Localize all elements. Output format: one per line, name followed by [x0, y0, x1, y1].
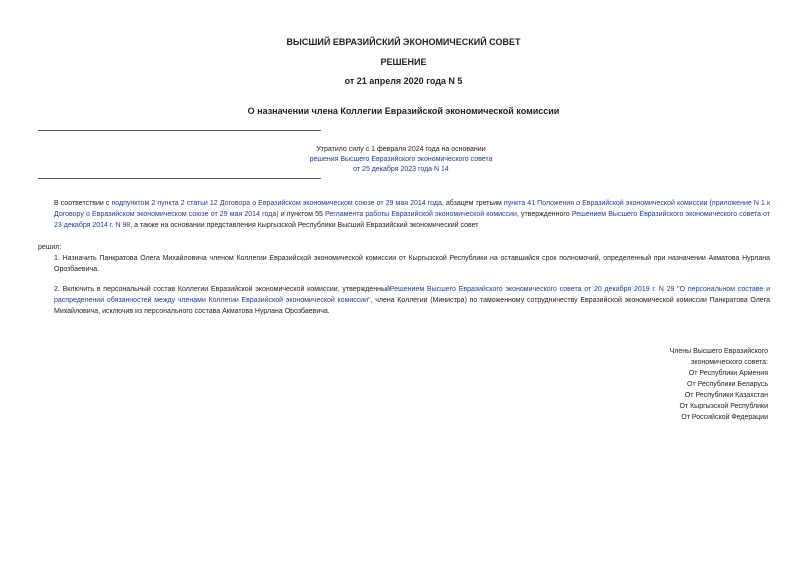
doc-type-heading: РЕШЕНИЕ — [380, 57, 427, 67]
status-note — [38, 145, 764, 175]
signature-block — [568, 346, 768, 423]
date-number-heading: от 21 апреля 2020 года N 5 — [344, 76, 463, 86]
subject-heading: О назначении члена Коллегии Евразийской экономической комиссии — [247, 106, 560, 116]
signature-title: Члены Высшего Евразийского — [669, 348, 768, 355]
signature-title: экономического совета: — [690, 359, 768, 366]
item-1-paragraph: 1. Назначить Панкратова Олега Михайловича членом Коллегии Евразийской экономической комиссии от Кыргызской Республики на оставшийся срок полномочий, определенный при назначении Акматова Нурлана Орозбаевича. — [54, 255, 770, 273]
item-2-paragraph — [38, 284, 770, 317]
commission-regulation-link[interactable]: пункта 41 Положения о Евразийской экономической комиссии (приложение N 1 к Договору о Евразийском экономическом союзе от 29 мая 2014 года) — [54, 200, 771, 218]
preamble-text: и пунктом 55 — [278, 211, 326, 218]
commission-rules-link[interactable]: Регламента работы Евразийской экономической комиссии — [325, 211, 517, 218]
signatory-kyrgyzstan: От Кыргызской Республики — [679, 403, 768, 410]
decision-98-link[interactable]: Решением Высшего Евразийского экономического совета от 23 декабря 2014 г. N 98 — [54, 211, 771, 229]
divider-top — [38, 130, 321, 131]
signatory-kazakhstan: От Республики Казахстан — [684, 392, 768, 399]
signatory-russia: От Российской Федерации — [681, 414, 768, 421]
preamble-text: В соответствии с — [54, 200, 112, 207]
resolved-label: решил: — [38, 244, 62, 251]
decision-29-link[interactable]: Решением Высшего Евразийского экономического совета от 20 декабря 2019 г. N 29 "О персональном составе и распределении обязанностей между членами Коллегии Евразийской экономической комиссии" — [54, 286, 770, 304]
repeal-decision-link[interactable]: решения Высшего Евразийского экономического совета — [309, 156, 493, 163]
preamble-text: , абзацем третьим — [441, 200, 504, 207]
divider-bottom — [38, 178, 321, 179]
signatory-belarus: От Республики Беларусь — [687, 381, 768, 388]
repeal-decision-date-link[interactable]: от 25 декабря 2023 года N 14 — [353, 166, 449, 173]
preamble-text: , утвержденного — [516, 211, 572, 218]
preamble-paragraph — [38, 198, 770, 231]
item-2-text: 2. Включить в персональный состав Коллегии Евразийской экономической комиссии, утвержденный — [54, 286, 390, 293]
council-heading: ВЫСШИЙ ЕВРАЗИЙСКИЙ ЭКОНОМИЧЕСКИЙ СОВЕТ — [286, 37, 521, 47]
status-note-line: Утратило силу с 1 февраля 2024 года на основании — [316, 146, 486, 153]
item-2-text: , члена Коллегии (Министра) по таможенному сотрудничеству Евразийской экономической комиссии Панкратова Олега Михайловича, исключив из персонального состава Акматова Нурлана Орозбаевича. — [54, 297, 770, 315]
signatory-armenia: От Республики Армения — [688, 370, 768, 377]
treaty-article-link[interactable]: подпунктом 2 пункта 2 статьи 12 Договора о Евразийском экономическом союзе от 29 мая 2014 года — [111, 200, 442, 207]
preamble-text: , а также на основании представления Кыргызской Республики Высший Евразийский экономический совет — [130, 222, 479, 229]
